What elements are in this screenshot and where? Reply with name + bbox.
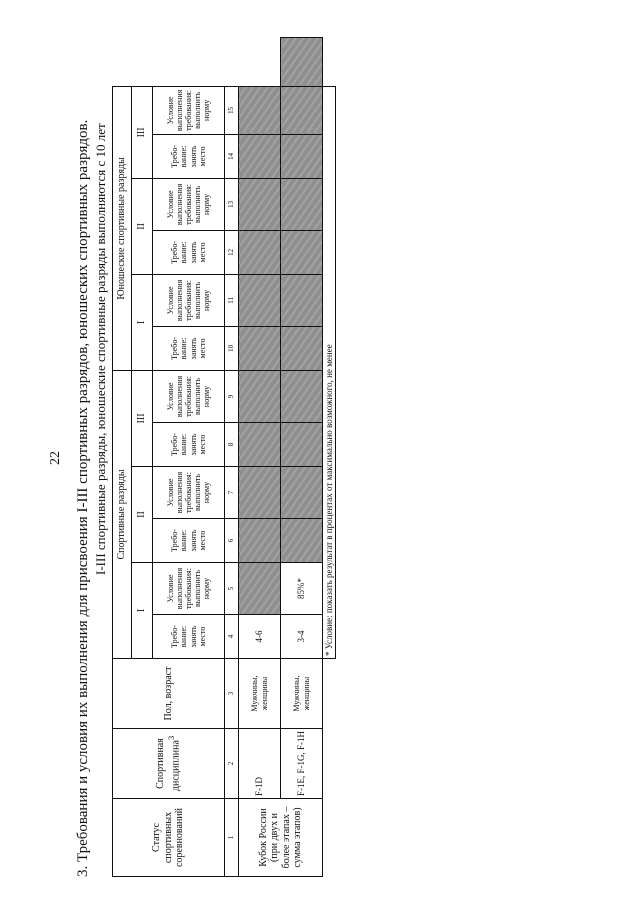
req-norm-header: Условие выполнения требования: выполнить норму [153,563,225,615]
discipline-cell: F-1D [239,729,281,799]
col-number: 11 [225,274,239,326]
column-number-row [225,38,239,877]
shaded-cell [239,178,281,230]
shaded-cell [239,563,281,615]
col-number: 2 [225,729,239,799]
footnote-row [323,38,336,877]
shaded-cell [281,178,323,230]
shaded-cell [239,274,281,326]
shaded-cell [239,423,281,467]
place-cell: 4-6 [239,615,281,659]
col-number: 3 [225,659,239,729]
sport-ranks-header: Спортивные разряды [113,370,132,658]
col-number: 8 [225,423,239,467]
shaded-cell [281,423,323,467]
footnote-spacer [323,659,336,877]
requirements-table [112,37,336,877]
sex-cell: Мужчины, женщины [239,659,281,729]
section-title: 3. Требования и условия их выполнения для присвоения I-III спортивных разрядов, юношеских спортивных разрядов. [75,119,91,877]
req-norm-header: Условие выполнения требования: выполнить норму [153,178,225,230]
col-number: 13 [225,178,239,230]
req-place-header: Требо-вание: занять место [153,326,225,370]
req-place-header: Требо-вание: занять место [153,134,225,178]
req-place-header: Требо-вание: занять место [153,423,225,467]
shaded-cell [239,230,281,274]
col-number: 14 [225,134,239,178]
rank-II-header: II [132,467,153,563]
youth-rank-II-header: II [132,178,153,274]
rank-I-header: I [132,563,153,659]
col-number: 5 [225,563,239,615]
shaded-cell [281,134,323,178]
col-number: 4 [225,615,239,659]
req-norm-header: Условие выполнения требования: выполнить норму [153,370,225,422]
req-norm-header: Условие выполнения требования: выполнить норму [153,274,225,326]
status-header: Статус спортивных соревнований [113,799,225,877]
shaded-cell [239,467,281,519]
req-place-header: Требо-вание: занять место [153,615,225,659]
shaded-cell [281,86,323,134]
table-row [239,38,281,877]
shaded-cell [281,38,323,87]
shaded-cell [239,134,281,178]
footnote: * Условие: показать результат в процентах от максимально возможного, не менее [323,86,336,658]
table-row [281,38,323,877]
req-norm-header: Условие выполнения требования: выполнить норму [153,86,225,134]
col-number: 6 [225,519,239,563]
col-number: 10 [225,326,239,370]
section-subtitle: I-III спортивные разряды, юношеские спортивные разряды выполняются с 10 лет [93,123,108,575]
shaded-cell [281,467,323,519]
shaded-cell [281,274,323,326]
col-number: 7 [225,467,239,519]
rank-III-header: III [132,370,153,466]
place-cell: 3-4 [281,615,323,659]
col-number: 12 [225,230,239,274]
req-place-header: Требо-вание: занять место [153,230,225,274]
discipline-header-text: Спортивная дисциплина [155,738,182,792]
shaded-cell [239,519,281,563]
youth-rank-III-header: III [132,86,153,178]
header-row-1 [113,38,132,877]
shaded-cell [281,326,323,370]
col-number: 15 [225,86,239,134]
shaded-cell [239,86,281,134]
req-place-header: Требо-вание: занять место [153,519,225,563]
req-norm-header: Условие выполнения требования: выполнить норму [153,467,225,519]
shaded-cell [239,370,281,422]
youth-rank-I-header: I [132,274,153,370]
norm-cell: 85%* [281,563,323,615]
page-number: 22 [48,451,63,465]
sex-cell: Мужчины, женщины [281,659,323,729]
discipline-footnote-mark: 3 [166,735,176,741]
col-number: 9 [225,370,239,422]
shaded-cell [281,230,323,274]
youth-ranks-header: Юношеские спортивные разряды [113,86,132,370]
shaded-cell [281,370,323,422]
sex-age-header: Пол, возраст [113,659,225,729]
col-number: 1 [225,799,239,877]
discipline-cell: F-1E, F-1G, F-1H [281,729,323,799]
discipline-header [113,729,225,799]
shaded-cell [281,519,323,563]
shaded-cell [239,326,281,370]
competition-cell: Кубок России (при двух и более этапах – сумма этапов) [239,799,323,877]
